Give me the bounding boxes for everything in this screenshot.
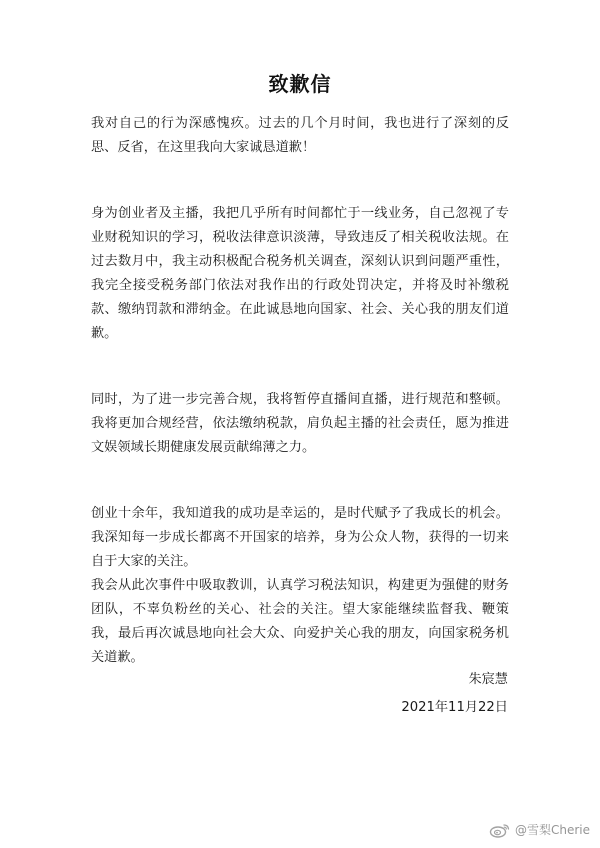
paragraph-apology-intro: 我对自己的行为深感愧疚。过去的几个月时间，我也进行了深刻的反思、反省，在这里我向大家诚恳道歉！ xyxy=(91,116,509,155)
paragraph-tax-violation: 身为创业者及主播，我把几乎所有时间都忙于一线业务，自己忽视了专业财税知识的学习，税收法律意识淡薄，导致违反了相关税收法规。在过去数月中，我主动积极配合税务机关调查，深刻认识到问题严重性，我完全接受税务部门依法对我作出的行政处罚决定，并将及时补缴税款、缴纳罚款和滞纳金。在此诚恳地向国家、社会、关心我的朋友们道歉。 xyxy=(91,206,509,341)
paragraph-gratitude: 创业十余年，我知道我的成功是幸运的，是时代赋予了我成长的机会。我深知每一步成长都离不开国家的培养，身为公众人物，获得的一切来自于大家的关注。 xyxy=(91,506,509,569)
letter-body xyxy=(91,112,509,670)
watermark xyxy=(489,821,590,838)
weibo-logo-icon xyxy=(489,822,511,838)
watermark-text: @雪梨Cherie xyxy=(514,823,590,837)
signature-name: 朱宸慧 xyxy=(468,672,508,687)
letter-date: 2021年11月22日 xyxy=(401,700,508,715)
paragraph-lessons-learned: 我会从此次事件中吸取教训，认真学习税法知识，构建更为强健的财务团队，不辜负粉丝的关心、社会的关注。望大家能继续监督我、鞭策我，最后再次诚恳地向社会大众、向爱护关心我的朋友，向国家税务机关道歉。 xyxy=(91,578,509,665)
paragraph-suspend-livestream: 同时，为了进一步完善合规，我将暂停直播间直播，进行规范和整顿。我将更加合规经营，依法缴纳税款，肩负起主播的社会责任，愿为推进文娱领域长期健康发展贡献绵薄之力。 xyxy=(91,392,509,455)
letter-title: 致歉信 xyxy=(268,72,332,96)
